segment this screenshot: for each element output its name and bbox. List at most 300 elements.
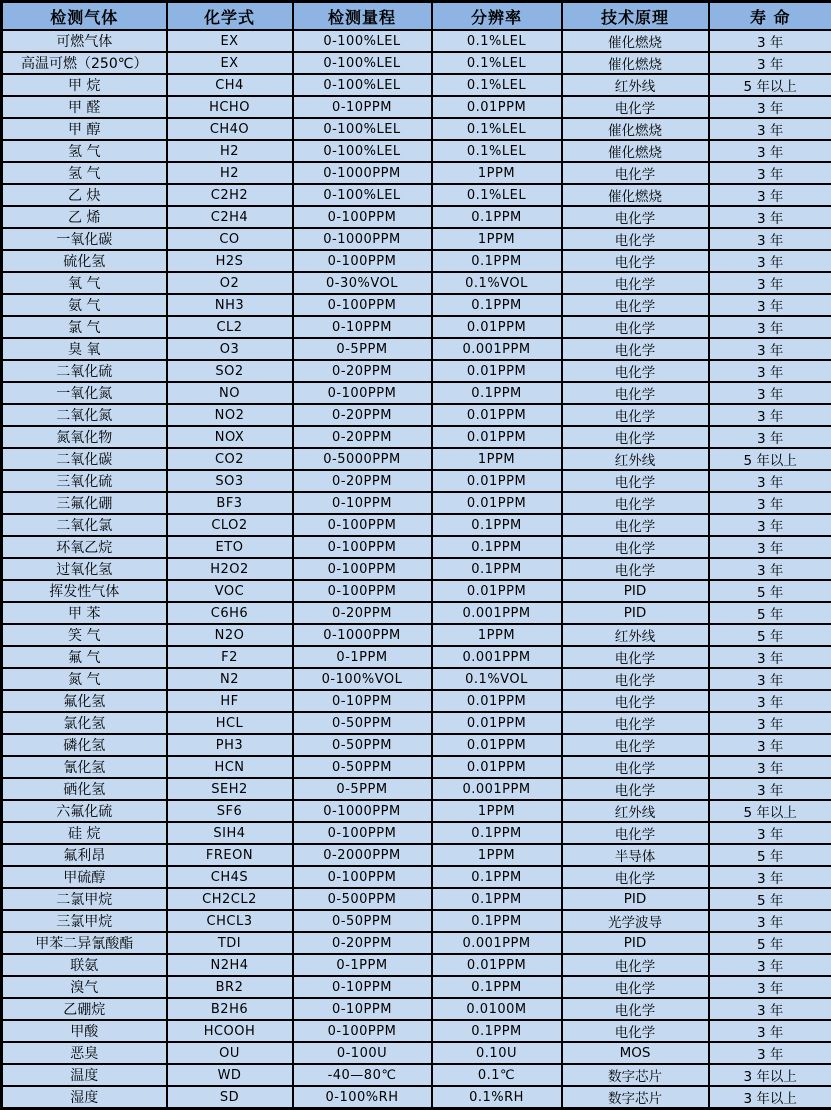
formula-cell: N2 [167,668,293,690]
gas-name-cell: 过氧化氢 [2,558,167,580]
table-row [2,184,831,206]
table-row [2,844,831,866]
table-row [2,426,831,448]
resolution-cell: 0.1%LEL [432,140,562,162]
principle-cell: 电化学 [562,866,709,888]
range-cell: 0-100%LEL [293,118,432,140]
lifespan-cell: 3 年以上 [709,1064,831,1086]
formula-cell: BR2 [167,976,293,998]
table-row [2,272,831,294]
principle-cell: 电化学 [562,822,709,844]
gas-name-cell: 硫化氢 [2,250,167,272]
formula-cell: CHCL3 [167,910,293,932]
formula-cell: O3 [167,338,293,360]
table-row [2,822,831,844]
range-cell: 0-100%RH [293,1086,432,1109]
resolution-cell: 0.1PPM [432,866,562,888]
principle-cell: 红外线 [562,448,709,470]
range-cell: 0-100PPM [293,580,432,602]
range-cell: 0-2000PPM [293,844,432,866]
lifespan-cell: 3 年 [709,162,831,184]
formula-cell: CH4S [167,866,293,888]
range-cell: 0-1000PPM [293,624,432,646]
gas-name-cell: 恶臭 [2,1042,167,1064]
gas-name-cell: 湿度 [2,1086,167,1109]
gas-name-cell: 可燃气体 [2,30,167,52]
lifespan-cell: 3 年 [709,360,831,382]
formula-cell: H2O2 [167,558,293,580]
resolution-cell: 0.1%VOL [432,668,562,690]
table-row [2,52,831,74]
principle-cell: 电化学 [562,1020,709,1042]
principle-cell: 电化学 [562,206,709,228]
gas-name-cell: 氧 气 [2,272,167,294]
lifespan-cell: 3 年 [709,272,831,294]
resolution-cell: 0.1%LEL [432,30,562,52]
principle-cell: 电化学 [562,360,709,382]
table-row [2,118,831,140]
table-row [2,206,831,228]
resolution-cell: 0.1%LEL [432,184,562,206]
lifespan-cell: 3 年 [709,426,831,448]
gas-name-cell: 氨 气 [2,294,167,316]
resolution-cell: 0.1PPM [432,250,562,272]
formula-cell: VOC [167,580,293,602]
lifespan-cell: 3 年 [709,294,831,316]
range-cell: 0-20PPM [293,360,432,382]
table-row [2,1086,831,1109]
lifespan-cell: 3 年 [709,228,831,250]
resolution-cell: 0.01PPM [432,492,562,514]
formula-cell: EX [167,30,293,52]
principle-cell: 电化学 [562,272,709,294]
range-cell: 0-100PPM [293,382,432,404]
table-row [2,932,831,954]
resolution-cell: 0.001PPM [432,778,562,800]
resolution-cell: 0.01PPM [432,734,562,756]
resolution-cell: 0.1PPM [432,558,562,580]
lifespan-cell: 3 年 [709,52,831,74]
resolution-cell: 0.01PPM [432,96,562,118]
resolution-cell: 0.1PPM [432,294,562,316]
lifespan-cell: 3 年 [709,250,831,272]
resolution-cell: 0.1PPM [432,822,562,844]
table-row [2,470,831,492]
gas-name-cell: 一氧化氮 [2,382,167,404]
formula-cell: HF [167,690,293,712]
table-row [2,140,831,162]
formula-cell: NH3 [167,294,293,316]
lifespan-cell: 5 年 [709,580,831,602]
lifespan-cell: 3 年 [709,712,831,734]
formula-cell: FREON [167,844,293,866]
principle-cell: 电化学 [562,250,709,272]
range-cell: 0-100PPM [293,1020,432,1042]
lifespan-cell: 5 年 [709,602,831,624]
table-row [2,316,831,338]
resolution-cell: 1PPM [432,228,562,250]
lifespan-cell: 3 年 [709,998,831,1020]
range-cell: 0-100PPM [293,822,432,844]
formula-cell: EX [167,52,293,74]
table-row [2,404,831,426]
lifespan-cell: 3 年 [709,646,831,668]
lifespan-cell: 3 年 [709,822,831,844]
table-body [2,30,831,1109]
lifespan-cell: 3 年 [709,1042,831,1064]
lifespan-cell: 3 年 [709,866,831,888]
resolution-cell: 0.001PPM [432,602,562,624]
range-cell: 0-10PPM [293,998,432,1020]
table-row [2,96,831,118]
range-cell: 0-100PPM [293,514,432,536]
principle-cell: 电化学 [562,712,709,734]
formula-cell: SO2 [167,360,293,382]
resolution-cell: 0.01PPM [432,360,562,382]
lifespan-cell: 3 年 [709,206,831,228]
lifespan-cell: 3 年 [709,558,831,580]
resolution-cell: 0.1PPM [432,976,562,998]
range-cell: 0-100PPM [293,536,432,558]
formula-cell: TDI [167,932,293,954]
table-row [2,514,831,536]
principle-cell: 电化学 [562,778,709,800]
formula-cell: CH4O [167,118,293,140]
range-cell: 0-20PPM [293,932,432,954]
range-cell: 0-100%VOL [293,668,432,690]
lifespan-cell: 3 年 [709,536,831,558]
table-row [2,954,831,976]
range-cell: 0-100PPM [293,250,432,272]
range-cell: 0-50PPM [293,712,432,734]
header-row [2,2,831,31]
principle-cell: 催化燃烧 [562,184,709,206]
gas-name-cell: 笑 气 [2,624,167,646]
formula-cell: F2 [167,646,293,668]
table-row [2,228,831,250]
formula-cell: SD [167,1086,293,1109]
gas-name-cell: 甲 醛 [2,96,167,118]
resolution-cell: 0.01PPM [432,756,562,778]
principle-cell: 电化学 [562,382,709,404]
gas-name-cell: 磷化氢 [2,734,167,756]
range-cell: 0-100PPM [293,206,432,228]
range-cell: 0-100%LEL [293,52,432,74]
formula-cell: C6H6 [167,602,293,624]
principle-cell: 电化学 [562,976,709,998]
table-row [2,602,831,624]
table-row [2,756,831,778]
table-row [2,294,831,316]
resolution-cell: 0.1PPM [432,1020,562,1042]
lifespan-cell: 3 年 [709,184,831,206]
principle-cell: 电化学 [562,316,709,338]
range-cell: 0-1000PPM [293,800,432,822]
gas-name-cell: 甲硫醇 [2,866,167,888]
gas-name-cell: 臭 氧 [2,338,167,360]
gas-name-cell: 乙硼烷 [2,998,167,1020]
principle-cell: 电化学 [562,338,709,360]
principle-cell: 红外线 [562,624,709,646]
gas-name-cell: 二氧化氮 [2,404,167,426]
resolution-cell: 0.1PPM [432,514,562,536]
lifespan-cell: 3 年 [709,30,831,52]
range-cell: 0-100%LEL [293,184,432,206]
gas-name-cell: 甲苯二异氰酸酯 [2,932,167,954]
formula-cell: PH3 [167,734,293,756]
lifespan-cell: 3 年 [709,778,831,800]
gas-name-cell: 一氧化碳 [2,228,167,250]
resolution-cell: 0.1%VOL [432,272,562,294]
lifespan-cell: 5 年 [709,624,831,646]
table-row [2,976,831,998]
table-row [2,558,831,580]
formula-cell: C2H4 [167,206,293,228]
formula-cell: NOX [167,426,293,448]
table-row [2,580,831,602]
resolution-cell: 0.01PPM [432,404,562,426]
lifespan-cell: 3 年 [709,954,831,976]
gas-name-cell: 高温可燃（250℃） [2,52,167,74]
principle-cell: 数字芯片 [562,1086,709,1109]
principle-cell: 电化学 [562,514,709,536]
lifespan-cell: 5 年以上 [709,800,831,822]
table-row [2,778,831,800]
column-header-0: 检测气体 [2,2,167,31]
lifespan-cell: 3 年 [709,470,831,492]
formula-cell: H2S [167,250,293,272]
principle-cell: 电化学 [562,536,709,558]
resolution-cell: 1PPM [432,624,562,646]
table-row [2,668,831,690]
resolution-cell: 0.1%RH [432,1086,562,1109]
range-cell: 0-50PPM [293,756,432,778]
formula-cell: CH2CL2 [167,888,293,910]
lifespan-cell: 3 年 [709,316,831,338]
lifespan-cell: 5 年以上 [709,448,831,470]
gas-name-cell: 氮氧化物 [2,426,167,448]
principle-cell: 红外线 [562,800,709,822]
resolution-cell: 0.0100M [432,998,562,1020]
resolution-cell: 0.1%LEL [432,52,562,74]
principle-cell: MOS [562,1042,709,1064]
principle-cell: 催化燃烧 [562,30,709,52]
column-header-1: 化学式 [167,2,293,31]
lifespan-cell: 3 年 [709,668,831,690]
range-cell: 0-100%LEL [293,140,432,162]
gas-name-cell: 硅 烷 [2,822,167,844]
formula-cell: C2H2 [167,184,293,206]
formula-cell: CO [167,228,293,250]
principle-cell: 电化学 [562,492,709,514]
gas-name-cell: 温度 [2,1064,167,1086]
formula-cell: N2H4 [167,954,293,976]
formula-cell: O2 [167,272,293,294]
table-row [2,690,831,712]
lifespan-cell: 3 年 [709,976,831,998]
table-row [2,998,831,1020]
lifespan-cell: 3 年 [709,514,831,536]
range-cell: 0-1PPM [293,954,432,976]
table-row [2,492,831,514]
lifespan-cell: 3 年以上 [709,1086,831,1109]
gas-name-cell: 氰化氢 [2,756,167,778]
range-cell: 0-5PPM [293,338,432,360]
range-cell: 0-10PPM [293,316,432,338]
resolution-cell: 0.1PPM [432,910,562,932]
formula-cell: WD [167,1064,293,1086]
table-row [2,74,831,96]
principle-cell: 催化燃烧 [562,118,709,140]
principle-cell: 电化学 [562,404,709,426]
column-header-5: 寿 命 [709,2,831,31]
resolution-cell: 1PPM [432,448,562,470]
table-row [2,30,831,52]
formula-cell: CLO2 [167,514,293,536]
table-row [2,536,831,558]
resolution-cell: 0.001PPM [432,338,562,360]
formula-cell: ETO [167,536,293,558]
lifespan-cell: 3 年 [709,910,831,932]
resolution-cell: 1PPM [432,162,562,184]
gas-name-cell: 乙 烯 [2,206,167,228]
principle-cell: 电化学 [562,734,709,756]
range-cell: 0-50PPM [293,734,432,756]
range-cell: 0-100U [293,1042,432,1064]
table-row [2,712,831,734]
range-cell: 0-5000PPM [293,448,432,470]
lifespan-cell: 5 年以上 [709,74,831,96]
principle-cell: PID [562,932,709,954]
lifespan-cell: 3 年 [709,734,831,756]
formula-cell: H2 [167,140,293,162]
resolution-cell: 1PPM [432,800,562,822]
lifespan-cell: 3 年 [709,1020,831,1042]
formula-cell: SIH4 [167,822,293,844]
table-row [2,448,831,470]
formula-cell: CH4 [167,74,293,96]
resolution-cell: 0.01PPM [432,316,562,338]
gas-name-cell: 挥发性气体 [2,580,167,602]
resolution-cell: 0.1PPM [432,206,562,228]
gas-name-cell: 甲 醇 [2,118,167,140]
gas-name-cell: 甲 苯 [2,602,167,624]
table-row [2,1020,831,1042]
gas-name-cell: 三氯甲烷 [2,910,167,932]
principle-cell: 电化学 [562,470,709,492]
formula-cell: BF3 [167,492,293,514]
formula-cell: CO2 [167,448,293,470]
gas-name-cell: 三氧化硫 [2,470,167,492]
table-row [2,1042,831,1064]
resolution-cell: 0.1%LEL [432,118,562,140]
principle-cell: 电化学 [562,228,709,250]
table-row [2,338,831,360]
range-cell: 0-50PPM [293,910,432,932]
range-cell: 0-100PPM [293,558,432,580]
gas-name-cell: 二氧化硫 [2,360,167,382]
principle-cell: 电化学 [562,96,709,118]
formula-cell: HCOOH [167,1020,293,1042]
formula-cell: HCN [167,756,293,778]
range-cell: -40—80℃ [293,1064,432,1086]
gas-name-cell: 氢 气 [2,162,167,184]
resolution-cell: 0.1PPM [432,382,562,404]
gas-name-cell: 乙 炔 [2,184,167,206]
resolution-cell: 0.01PPM [432,712,562,734]
resolution-cell: 0.001PPM [432,932,562,954]
table-row [2,162,831,184]
formula-cell: OU [167,1042,293,1064]
formula-cell: B2H6 [167,998,293,1020]
principle-cell: 半导体 [562,844,709,866]
resolution-cell: 0.01PPM [432,580,562,602]
formula-cell: SO3 [167,470,293,492]
principle-cell: PID [562,580,709,602]
range-cell: 0-1000PPM [293,162,432,184]
gas-name-cell: 联氨 [2,954,167,976]
resolution-cell: 0.1PPM [432,536,562,558]
formula-cell: SEH2 [167,778,293,800]
column-header-4: 技术原理 [562,2,709,31]
formula-cell: N2O [167,624,293,646]
formula-cell: NO [167,382,293,404]
gas-name-cell: 氢 气 [2,140,167,162]
resolution-cell: 0.1℃ [432,1064,562,1086]
lifespan-cell: 5 年 [709,844,831,866]
column-header-3: 分辨率 [432,2,562,31]
lifespan-cell: 3 年 [709,756,831,778]
lifespan-cell: 3 年 [709,140,831,162]
table-row [2,1064,831,1086]
range-cell: 0-20PPM [293,426,432,448]
table-row [2,800,831,822]
resolution-cell: 0.1PPM [432,888,562,910]
table-row [2,646,831,668]
resolution-cell: 1PPM [432,844,562,866]
formula-cell: NO2 [167,404,293,426]
resolution-cell: 0.01PPM [432,426,562,448]
formula-cell: H2 [167,162,293,184]
gas-name-cell: 二氧化氯 [2,514,167,536]
resolution-cell: 0.10U [432,1042,562,1064]
range-cell: 0-5PPM [293,778,432,800]
gas-name-cell: 氯 气 [2,316,167,338]
range-cell: 0-100PPM [293,866,432,888]
gas-name-cell: 环氧乙烷 [2,536,167,558]
principle-cell: 催化燃烧 [562,140,709,162]
resolution-cell: 0.01PPM [432,470,562,492]
range-cell: 0-30%VOL [293,272,432,294]
principle-cell: 电化学 [562,668,709,690]
principle-cell: PID [562,602,709,624]
principle-cell: 电化学 [562,558,709,580]
gas-name-cell: 溴气 [2,976,167,998]
gas-name-cell: 氟化氢 [2,690,167,712]
gas-name-cell: 甲 烷 [2,74,167,96]
range-cell: 0-10PPM [293,976,432,998]
range-cell: 0-1PPM [293,646,432,668]
range-cell: 0-10PPM [293,96,432,118]
lifespan-cell: 5 年 [709,888,831,910]
gas-name-cell: 氟利昂 [2,844,167,866]
resolution-cell: 0.01PPM [432,690,562,712]
principle-cell: 电化学 [562,426,709,448]
gas-name-cell: 六氟化硫 [2,800,167,822]
range-cell: 0-1000PPM [293,228,432,250]
resolution-cell: 0.01PPM [432,954,562,976]
range-cell: 0-100%LEL [293,30,432,52]
